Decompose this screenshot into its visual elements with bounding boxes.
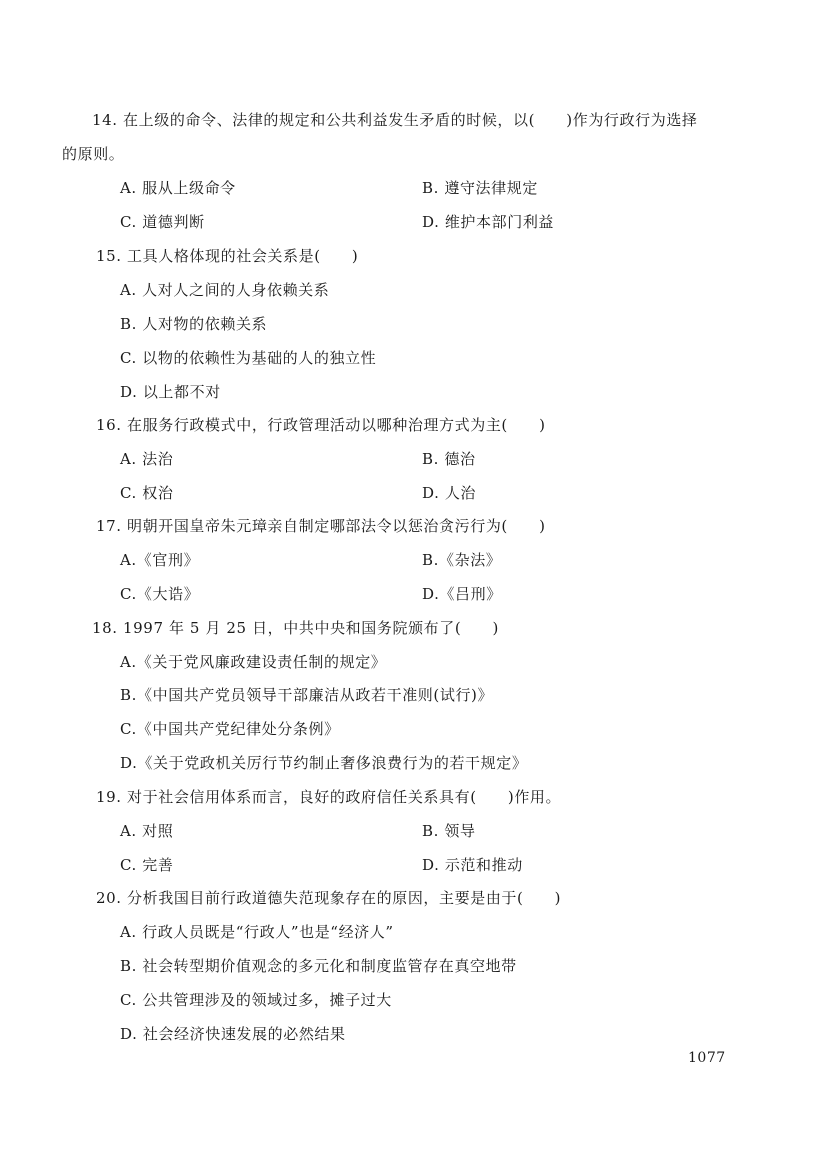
question-14-option-c: C. 道德判断: [120, 213, 205, 231]
question-18-option-c: C.《中国共产党纪律处分条例》: [120, 720, 340, 738]
question-15-stem: 15. 工具人格体现的社会关系是( ): [96, 247, 359, 265]
question-20-option-d: D. 社会经济快速发展的必然结果: [120, 1025, 346, 1043]
question-19-option-a: A. 对照: [120, 822, 174, 840]
question-14-option-a: A. 服从上级命令: [120, 179, 236, 197]
question-14-stem-continued: 的原则。: [62, 145, 125, 163]
question-19-stem: 19. 对于社会信用体系而言，良好的政府信任关系具有( )作用。: [96, 788, 562, 806]
question-15-option-b: B. 人对物的依赖关系: [120, 315, 268, 333]
question-18-option-b: B.《中国共产党员领导干部廉洁从政若干准则(试行)》: [120, 686, 494, 704]
question-18-stem: 18. 1997 年 5 月 25 日，中共中央和国务院颁布了( ): [92, 619, 499, 637]
question-19-option-b: B. 领导: [422, 822, 476, 840]
question-17-option-b: B.《杂法》: [422, 551, 502, 569]
question-16-option-d: D. 人治: [422, 484, 477, 502]
question-18-option-a: A.《关于党风廉政建设责任制的规定》: [120, 653, 387, 671]
page-number: 1077: [688, 1050, 726, 1066]
question-20-stem: 20. 分析我国目前行政道德失范现象存在的原因，主要是由于( ): [96, 889, 562, 907]
question-19-option-d: D. 示范和推动: [422, 856, 523, 874]
question-15-option-d: D. 以上都不对: [120, 383, 221, 401]
question-16-option-b: B. 德治: [422, 450, 476, 468]
question-20-option-c: C. 公共管理涉及的领域过多，摊子过大: [120, 991, 392, 1009]
question-18-option-d: D.《关于党政机关厉行节约制止奢侈浪费行为的若干规定》: [120, 754, 528, 772]
question-16-option-c: C. 权治: [120, 484, 174, 502]
question-14-option-b: B. 遵守法律规定: [422, 179, 538, 197]
question-17-option-c: C.《大诰》: [120, 585, 200, 603]
question-15-option-a: A. 人对人之间的人身依赖关系: [120, 281, 330, 299]
question-20-option-b: B. 社会转型期价值观念的多元化和制度监管存在真空地带: [120, 957, 517, 975]
question-19-option-c: C. 完善: [120, 856, 174, 874]
question-17-option-a: A.《官刑》: [120, 551, 200, 569]
question-15-option-c: C. 以物的依赖性为基础的人的独立性: [120, 349, 377, 367]
question-16-stem: 16. 在服务行政模式中，行政管理活动以哪种治理方式为主( ): [96, 416, 546, 434]
question-16-option-a: A. 法治: [120, 450, 174, 468]
question-17-option-d: D.《吕刑》: [422, 585, 502, 603]
question-14-option-d: D. 维护本部门利益: [422, 213, 555, 231]
question-14-stem: 14. 在上级的命令、法律的规定和公共利益发生矛盾的时候，以( )作为行政行为选择: [92, 111, 698, 129]
question-17-stem: 17. 明朝开国皇帝朱元璋亲自制定哪部法令以惩治贪污行为( ): [96, 517, 546, 535]
question-20-option-a: A. 行政人员既是“行政人”也是“经济人”: [120, 923, 394, 941]
